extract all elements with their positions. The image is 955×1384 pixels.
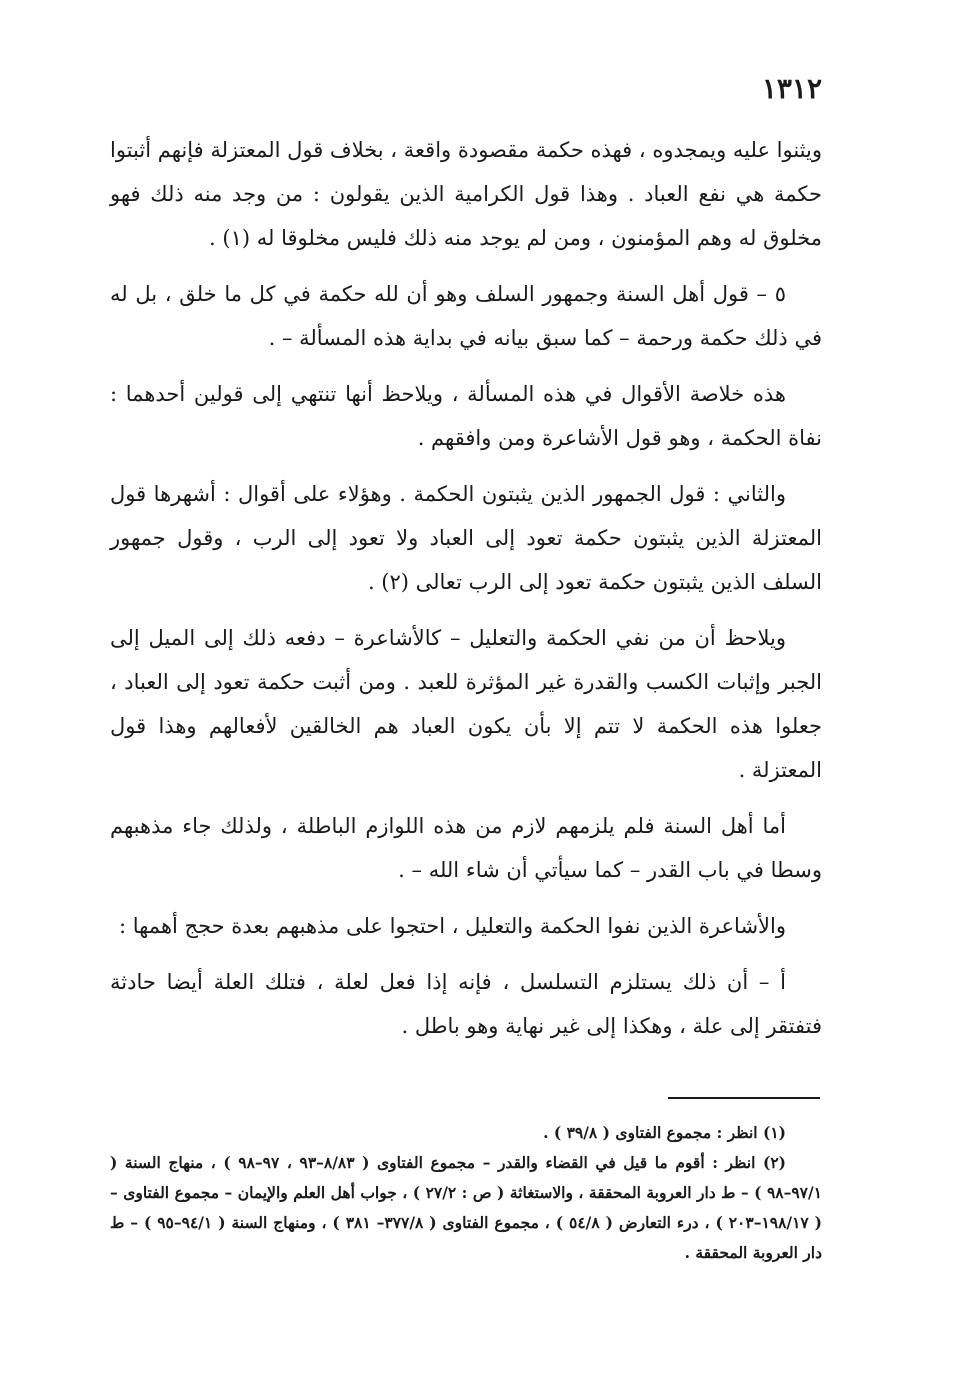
footnote: (١) انظر : مجموع الفتاوى ( ٣٩/٨ ) .: [543, 1123, 786, 1142]
paragraph: والثاني : قول الجمهور الذين يثبتون الحكمة . وهؤلاء على أقوال : أشهرها قول المعتزلة الذين يثبتون حكمة تعود إلى العباد ولا تعود إلى الرب ، وقول جمهور السلف الذين يثبتون حكمة تعود إلى الرب تعالى (٢) .: [110, 482, 822, 594]
paragraph: والأشاعرة الذين نفوا الحكمة والتعليل ، احتجوا على مذهبهم بعدة حجج أهمها :: [118, 914, 786, 938]
page-number: ١٣١٢: [761, 72, 822, 105]
paragraph: هذه خلاصة الأقوال في هذه المسألة ، ويلاحظ أنها تنتهي إلى قولين أحدهما : نفاة الحكمة ، وهو قول الأشاعرة ومن وافقهم .: [110, 382, 822, 450]
paragraph: أما أهل السنة فلم يلزمهم لازم من هذه اللوازم الباطلة ، ولذلك جاء مذهبهم وسطا في باب القدر – كما سيأتي أن شاء الله – .: [110, 814, 822, 882]
footnote-divider: [668, 1097, 820, 1099]
footnotes: [110, 1118, 822, 1268]
footnote: (٢) انظر : أقوم ما قيل في القضاء والقدر – مجموع الفتاوى ( ٨/٨٣–٩٣ ، ٩٧–٩٨ ) ، منهاج السنة ( ٩٧/١–٩٨ ) – ط دار العروبة المحققة ، والاستغاثة ( ص : ٢٧/٢ ) ، جواب أهل العلم والإيمان – مجموع الفتاوى – ( ١٩٨/١٧–٢٠٣ ) ، درء التعارض ( ٥٤/٨ ) ، مجموع الفتاوى ( ٣٧٧/٨– ٣٨١ ) ، ومنهاج السنة ( ٩٤/١–٩٥ ) – ط دار العروبة المحققة .: [110, 1153, 823, 1262]
paragraph: ويلاحظ أن من نفي الحكمة والتعليل – كالأشاعرة – دفعه ذلك إلى الميل إلى الجبر وإثبات الكسب والقدرة غير المؤثرة للعبد . ومن أثبت حكمة تعود إلى العباد ، جعلوا هذه الحكمة لا تتم إلا بأن يكون العباد هم الخالقين لأفعالهم وهذا قول المعتزلة .: [110, 626, 822, 782]
paragraph: ٥ – قول أهل السنة وجمهور السلف وهو أن لله حكمة في كل ما خلق ، بل له في ذلك حكمة ورحمة – كما سبق بيانه في بداية هذه المسألة – .: [110, 282, 822, 350]
main-text: [110, 128, 822, 1060]
paragraph: ويثنوا عليه ويمجدوه ، فهذه حكمة مقصودة واقعة ، بخلاف قول المعتزلة فإنهم أثبتوا حكمة هي نفع العباد . وهذا قول الكرامية الذين يقولون : من وجد منه ذلك فهو مخلوق له وهم المؤمنون ، ومن لم يوجد منه ذلك فليس مخلوقا له (١) .: [110, 138, 822, 250]
paragraph: أ – أن ذلك يستلزم التسلسل ، فإنه إذا فعل لعلة ، فتلك العلة أيضا حادثة فتفتقر إلى علة ، وهكذا إلى غير نهاية وهو باطل .: [110, 970, 822, 1038]
